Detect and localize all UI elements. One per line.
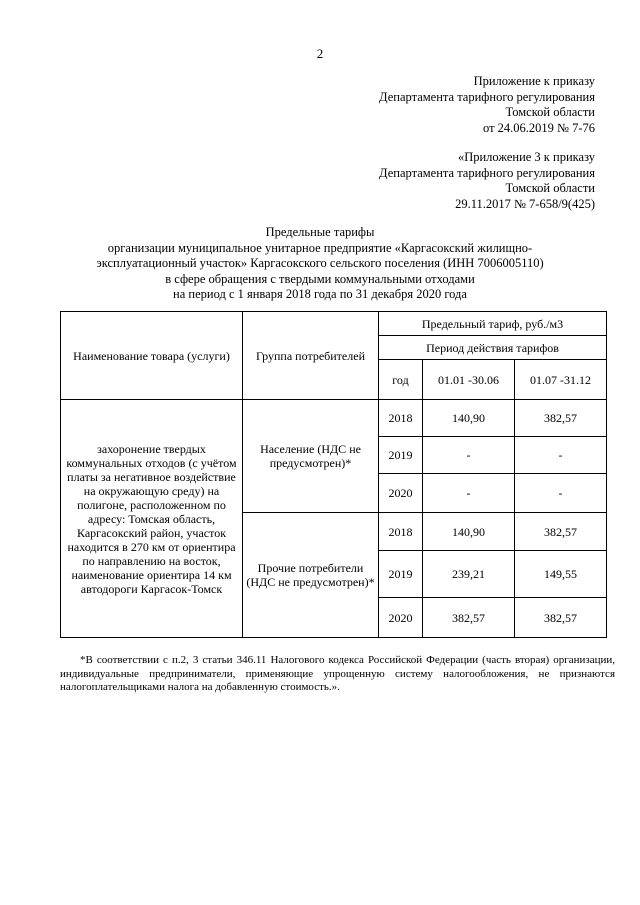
annex-main-line: от 24.06.2019 № 7-76 — [482, 120, 595, 135]
annex-main-line: Департамента тарифного регулирования — [379, 89, 595, 104]
year-cell: 2018 — [379, 513, 423, 551]
header-year: год — [379, 360, 423, 400]
annex-main-line: Томской области — [505, 105, 595, 119]
annex-prev-line: Томской области — [505, 181, 595, 195]
year-cell: 2018 — [379, 400, 423, 437]
header-consumer-group: Группа потребителей — [243, 312, 379, 400]
group-other: Прочие потребители (НДС не предусмотрен)* — [243, 513, 379, 638]
tariff-cell: - — [515, 437, 607, 474]
tariff-cell: - — [423, 474, 515, 513]
year-cell: 2019 — [379, 551, 423, 598]
header-tariff: Предельный тариф, руб./м3 — [379, 312, 607, 336]
group-population: Население (НДС не предусмотрен)* — [243, 400, 379, 513]
header-product: Наименование товара (услуги) — [61, 312, 243, 400]
tariff-cell: 382,57 — [515, 400, 607, 437]
header-half1: 01.01 -30.06 — [423, 360, 515, 400]
heading-line: в сфере обращения с твердыми коммунальными отходами — [165, 271, 475, 286]
tariff-cell: - — [515, 474, 607, 513]
page-number: 2 — [316, 46, 324, 61]
year-cell: 2020 — [379, 598, 423, 638]
annex-main-line: Приложение к приказу — [473, 74, 595, 88]
header-half2: 01.07 -31.12 — [515, 360, 607, 400]
annex-prev-line: 29.11.2017 № 7-658/9(425) — [455, 196, 595, 211]
annex-prev-line: Департамента тарифного регулирования — [379, 165, 595, 180]
table-row — [61, 400, 607, 437]
tariff-cell: 140,90 — [423, 513, 515, 551]
tariff-table — [60, 311, 607, 638]
header-period: Период действия тарифов — [379, 336, 607, 360]
heading-title: Предельные тарифы — [265, 225, 375, 239]
heading-line: на период с 1 января 2018 года по 31 декабря 2020 года — [173, 287, 467, 301]
year-cell: 2020 — [379, 474, 423, 513]
heading-line: эксплуатационный участок» Каргасокского сельского поселения (ИНН 7006005110) — [96, 256, 544, 270]
tariff-cell: 382,57 — [423, 598, 515, 638]
footnote: *В соответствии с п.2, 3 статьи 346.11 Налогового кодекса Российской Федерации (часть вторая) организации, индивидуальные предприниматели, применяющие упрощенную систему налогообложения, не признаются налогоплательщиками налога на добавленную стоимость.». — [60, 654, 615, 693]
heading-line: организации муниципальное унитарное предприятие «Каргасокский жилищно- — [107, 240, 533, 255]
year-cell: 2019 — [379, 437, 423, 474]
tariff-cell: 382,57 — [515, 513, 607, 551]
tariff-cell: 149,55 — [515, 551, 607, 598]
tariff-cell: 382,57 — [515, 598, 607, 638]
annex-prev-line: «Приложение 3 к приказу — [457, 150, 595, 164]
tariff-cell: 239,21 — [423, 551, 515, 598]
tariff-cell: 140,90 — [423, 400, 515, 437]
annex-main — [379, 74, 595, 136]
annex-previous — [379, 150, 595, 212]
document-heading — [60, 225, 580, 303]
tariff-cell: - — [423, 437, 515, 474]
product-name: захоронение твердых коммунальных отходов (с учётом платы за негативное воздействие на окружающую среду) на полигоне, расположенном по адресу: Томская область, Каргасокский район, участок находится в 270 км от ориентира по направлению на восток, наименование ориентира 14 км автодороги Каргасок-Томск — [61, 400, 243, 638]
